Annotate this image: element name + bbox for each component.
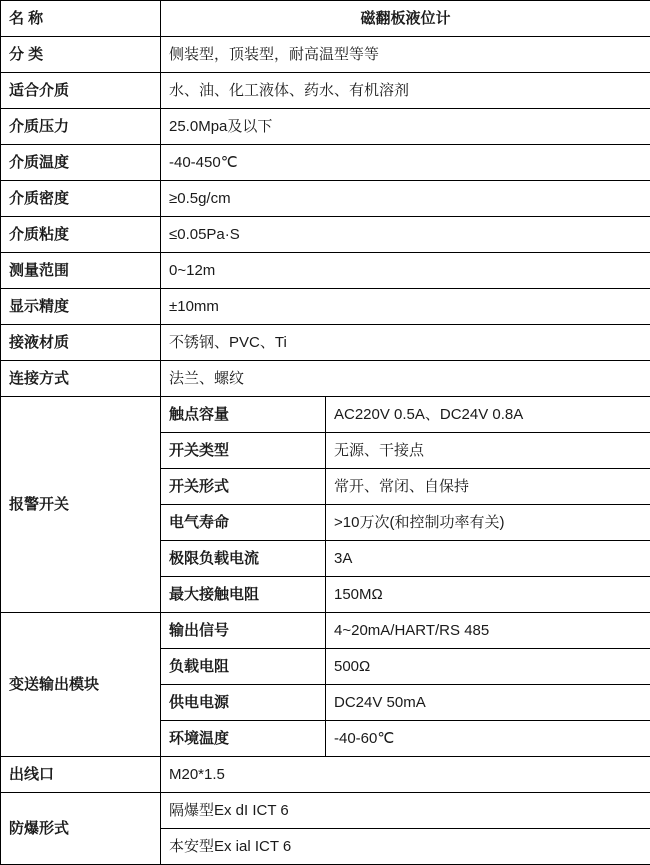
table-row bbox=[1, 109, 650, 145]
row-value: -40-450℃ bbox=[161, 145, 650, 181]
table-row bbox=[1, 253, 650, 289]
sub-row-value: 无源、干接点 bbox=[326, 433, 650, 469]
table-row bbox=[1, 181, 650, 217]
row-label: 介质温度 bbox=[1, 145, 161, 181]
sub-row-label: 最大接触电阻 bbox=[161, 577, 326, 613]
row-label: 适合介质 bbox=[1, 73, 161, 109]
sub-row-label: 开关形式 bbox=[161, 469, 326, 505]
sub-row-value: AC220V 0.5A、DC24V 0.8A bbox=[326, 397, 650, 433]
row-value: 侧装型，顶装型，耐高温型等等 bbox=[161, 37, 650, 73]
table-row bbox=[1, 613, 650, 649]
row-label: 介质密度 bbox=[1, 181, 161, 217]
row-value: ±10mm bbox=[161, 289, 650, 325]
sub-row-label: 供电电源 bbox=[161, 685, 326, 721]
sub-row-value: DC24V 50mA bbox=[326, 685, 650, 721]
sub-row-label: 触点容量 bbox=[161, 397, 326, 433]
row-value: 25.0Mpa及以下 bbox=[161, 109, 650, 145]
table-row bbox=[1, 757, 650, 793]
group-label-explosion-proof: 防爆形式 bbox=[1, 793, 161, 865]
row-label: 接液材质 bbox=[1, 325, 161, 361]
sub-row-value: 常开、常闭、自保持 bbox=[326, 469, 650, 505]
row-label: 连接方式 bbox=[1, 361, 161, 397]
row-value: 水、油、化工液体、药水、有机溶剂 bbox=[161, 73, 650, 109]
sub-row-value: 150MΩ bbox=[326, 577, 650, 613]
row-value: 不锈钢、PVC、Ti bbox=[161, 325, 650, 361]
table-row bbox=[1, 397, 650, 433]
sub-row-label: 负载电阻 bbox=[161, 649, 326, 685]
row-value-outlet: M20*1.5 bbox=[161, 757, 650, 793]
sub-row-value: 隔爆型Ex dI ICT 6 bbox=[161, 793, 650, 829]
row-label: 介质粘度 bbox=[1, 217, 161, 253]
row-value: ≥0.5g/cm bbox=[161, 181, 650, 217]
product-title: 磁翻板液位计 bbox=[161, 1, 650, 37]
row-value: ≤0.05Pa·S bbox=[161, 217, 650, 253]
row-label-outlet: 出线口 bbox=[1, 757, 161, 793]
sub-row-value: 本安型Ex ial ICT 6 bbox=[161, 829, 650, 865]
sub-row-label: 电气寿命 bbox=[161, 505, 326, 541]
table-row bbox=[1, 1, 650, 37]
group-label-transmitter-module: 变送输出模块 bbox=[1, 613, 161, 757]
sub-row-label: 环境温度 bbox=[161, 721, 326, 757]
row-label: 显示精度 bbox=[1, 289, 161, 325]
row-label: 分 类 bbox=[1, 37, 161, 73]
sub-row-value: -40-60℃ bbox=[326, 721, 650, 757]
group-label-alarm-switch: 报警开关 bbox=[1, 397, 161, 613]
row-label: 介质压力 bbox=[1, 109, 161, 145]
table-row bbox=[1, 289, 650, 325]
table-row bbox=[1, 325, 650, 361]
sub-row-value: 500Ω bbox=[326, 649, 650, 685]
sub-row-label: 极限负载电流 bbox=[161, 541, 326, 577]
table-row bbox=[1, 361, 650, 397]
row-label: 测量范围 bbox=[1, 253, 161, 289]
table-row bbox=[1, 145, 650, 181]
table-row bbox=[1, 793, 650, 829]
sub-row-value: 3A bbox=[326, 541, 650, 577]
row-value: 法兰、螺纹 bbox=[161, 361, 650, 397]
table-row bbox=[1, 217, 650, 253]
sub-row-value: >10万次(和控制功率有关) bbox=[326, 505, 650, 541]
sub-row-value: 4~20mA/HART/RS 485 bbox=[326, 613, 650, 649]
sub-row-label: 输出信号 bbox=[161, 613, 326, 649]
row-label-name: 名 称 bbox=[1, 1, 161, 37]
table-row bbox=[1, 37, 650, 73]
row-value: 0~12m bbox=[161, 253, 650, 289]
sub-row-label: 开关类型 bbox=[161, 433, 326, 469]
table-row bbox=[1, 73, 650, 109]
